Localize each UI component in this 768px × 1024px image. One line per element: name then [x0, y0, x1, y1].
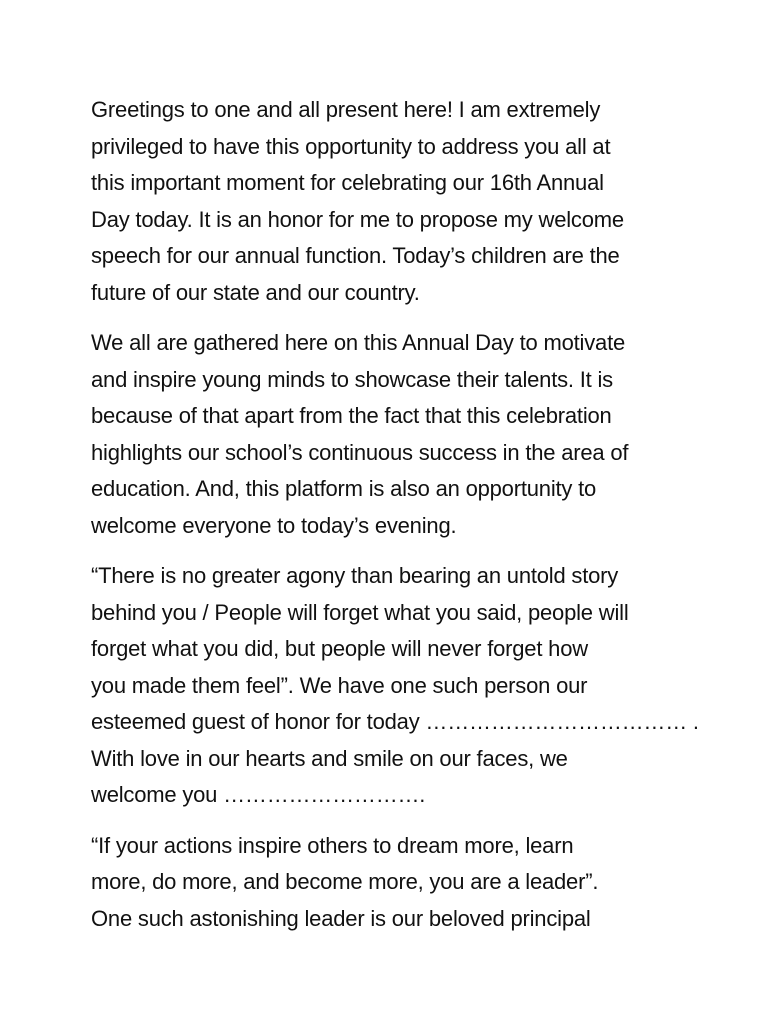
text-line: Greetings to one and all present here! I am extremely	[91, 97, 601, 122]
text-line: more, do more, and become more, you are a leader”.	[91, 869, 599, 894]
text-line: One such astonishing leader is our beloved principal	[91, 905, 591, 931]
text-line: “There is no greater agony than bearing an untold story	[91, 563, 619, 588]
document-body	[91, 92, 699, 951]
text-line: you made them feel”. We have one such person our	[91, 672, 588, 698]
text-line: We all are gathered here on this Annual Day to motivate	[91, 330, 626, 355]
text-line: With love in our hearts and smile on our faces, we	[91, 745, 568, 771]
text-line: and inspire young minds to showcase their talents. It is	[91, 366, 613, 392]
text-line: this important moment for celebrating our 16th Annual	[91, 170, 604, 195]
text-line: education. And, this platform is also an opportunity to	[91, 476, 597, 501]
paragraph-guest-of-honor	[91, 558, 699, 814]
text-line: Day today. It is an honor for me to propose my welcome	[91, 206, 624, 232]
text-line: privileged to have this opportunity to address you all at	[91, 133, 611, 159]
paragraph-principal	[91, 828, 691, 938]
text-line: esteemed guest of honor for today ……………………………… .	[91, 709, 699, 734]
text-line: future of our state and our country.	[91, 279, 420, 305]
paragraph-greeting	[91, 92, 691, 311]
text-line: because of that apart from the fact that this celebration	[91, 403, 612, 428]
text-line: behind you / People will forget what you said, people will	[91, 599, 629, 625]
text-line: welcome you ……………………….	[91, 782, 426, 807]
text-line: welcome everyone to today’s evening.	[91, 512, 457, 538]
text-line: forget what you did, but people will never forget how	[91, 636, 588, 661]
paragraph-purpose	[91, 325, 691, 544]
text-line: highlights our school’s continuous success in the area of	[91, 439, 629, 465]
text-line: “If your actions inspire others to dream more, learn	[91, 832, 574, 858]
text-line: speech for our annual function. Today’s children are the	[91, 243, 620, 268]
